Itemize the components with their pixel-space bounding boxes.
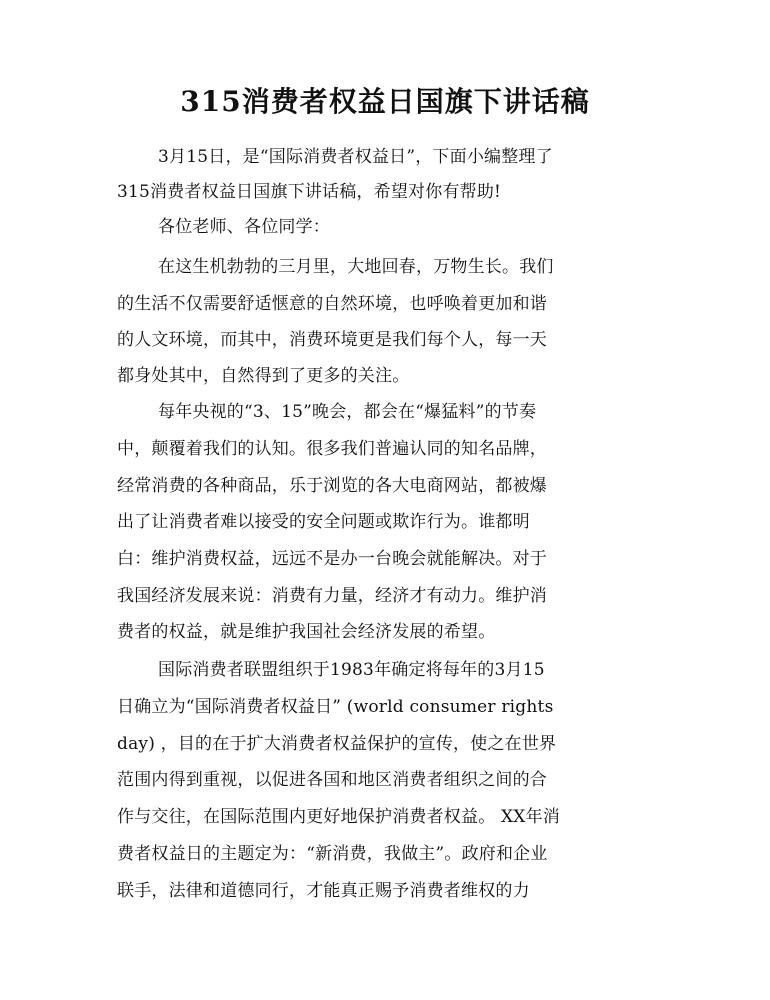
text-line: 作与交往，在国际范围内更好地保护消费者权益。 XX年消: [117, 807, 561, 827]
text-line: 的人文环境，而其中，消费环境更是我们每个人，每一天: [117, 330, 547, 350]
text-line: 3月15日，是“国际消费者权益日”，下面小编整理了: [158, 147, 553, 167]
text-line: 白：维护消费权益，远远不是办一台晚会就能解决。对于: [117, 549, 547, 569]
text-line: day) ，目的在于扩大消费者权益保护的宣传，使之在世界: [117, 734, 557, 754]
text-line: 315消费者权益日国旗下讲话稿，希望对你有帮助!: [117, 182, 502, 202]
text-line: 出了让消费者难以接受的安全问题或欺诈行为。谁都明: [117, 512, 530, 532]
text-line: 我国经济发展来说：消费有力量，经济才有动力。维护消: [117, 586, 547, 606]
page-title: 315消费者权益日国旗下讲话稿: [180, 85, 590, 118]
text-line: 国际消费者联盟组织于1983年确定将每年的3月15: [158, 660, 545, 680]
text-line: 的生活不仅需要舒适惬意的自然环境，也呼唤着更加和谐: [117, 294, 547, 314]
text-line: 经常消费的各种商品，乐于浏览的各大电商网站，都被爆: [117, 476, 547, 496]
text-line: 范围内得到重视，以促进各国和地区消费者组织之间的合: [117, 770, 547, 790]
text-line: 都身处其中，自然得到了更多的关注。: [117, 366, 410, 386]
text-line: 日确立为“国际消费者权益日” (world consumer rights: [117, 697, 554, 717]
text-line: 费者权益日的主题定为：“新消费，我做主”。政府和企业: [117, 844, 548, 864]
text-line: 联手，法律和道德同行，才能真正赐予消费者维权的力: [117, 881, 530, 901]
text-line: 中，颠覆着我们的认知。很多我们普遍认同的知名品牌，: [117, 439, 547, 459]
text-line: 每年央视的“3、15”晚会，都会在“爆猛料”的节奏: [158, 402, 537, 422]
text-line: 各位老师、各位同学：: [158, 217, 330, 237]
text-line: 费者的权益，就是维护我国社会经济发展的希望。: [117, 622, 496, 642]
text-line: 在这生机勃勃的三月里，大地回春，万物生长。我们: [158, 257, 554, 277]
